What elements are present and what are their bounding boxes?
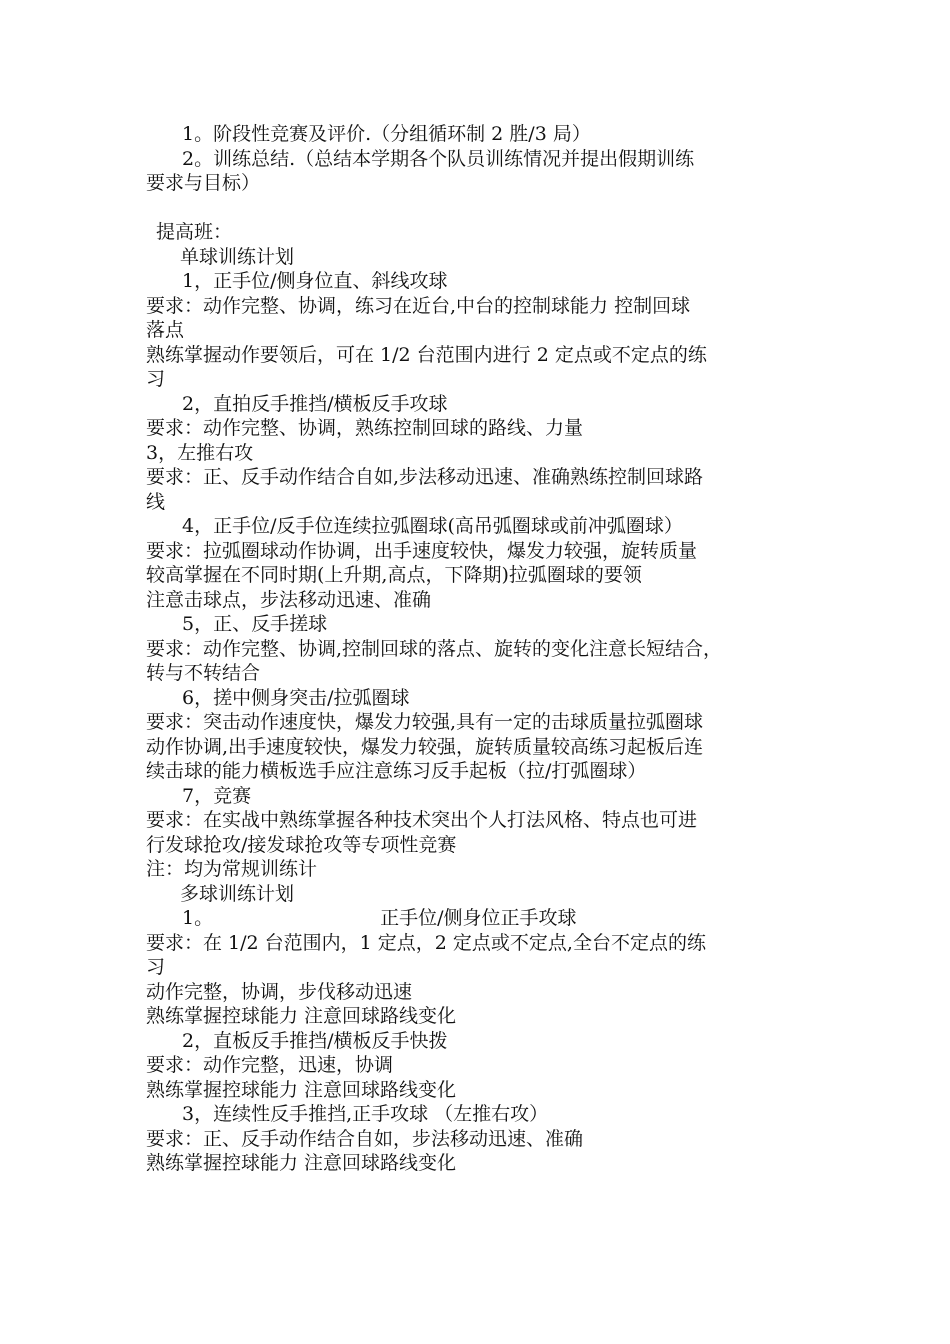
text-line: 要求：拉弧圈球动作协调，出手速度较快，爆发力较强，旋转质量 (146, 539, 698, 562)
item-title: 正手位/侧身位正手攻球 (380, 907, 577, 929)
text-line: 动作协调,出手速度较快，爆发力较强，旋转质量较高练习起板后连 (146, 735, 704, 758)
text-line: 要求：突击动作速度快，爆发力较强,具有一定的击球质量拉弧圈球 (146, 711, 704, 733)
text-line: 续击球的能力横板选手应注意练习反手起板（拉/打弧圈球） (146, 760, 647, 782)
text-line: 3，左推右攻 (146, 441, 254, 464)
text-line: 要求：在 1/2 台范围内，1 定点，2 定点或不定点,全台不定点的练 (146, 931, 706, 954)
text-line: 2。训练总结.（总结本学期各个队员训练情况并提出假期训练 (182, 147, 695, 170)
text-line: 习 (146, 368, 166, 390)
text-line: 注意击球点，步法移动迅速、准确 (146, 588, 432, 611)
subsection-heading: 多球训练计划 (180, 882, 295, 905)
text-line: 要求：动作完整、协调，熟练控制回球的路线、力量 (146, 417, 584, 439)
text-line: 6，搓中侧身突击/拉弧圈球 (182, 686, 410, 709)
text-line: 要求：正、反手动作结合自如，步法移动迅速、准确 (146, 1127, 584, 1150)
text-line: 转与不转结合 (146, 662, 261, 684)
text-line: 5，正、反手搓球 (182, 613, 328, 635)
section-heading: 提高班： (156, 221, 233, 243)
text-line: 要求：动作完整、协调，练习在近台,中台的控制球能力 控制回球 (146, 294, 691, 317)
text-line: 1。阶段性竞赛及评价.（分组循环制 2 胜/3 局） (182, 123, 591, 145)
text-line: 熟练掌握动作要领后，可在 1/2 台范围内进行 2 定点或不定点的练 (146, 343, 707, 366)
text-line: 要求：正、反手动作结合自如,步法移动迅速、准确熟练控制回球路 (146, 466, 704, 488)
text-line: 要求与目标） (146, 172, 261, 194)
blank-line (146, 196, 826, 221)
text-line: 要求：动作完整、协调,控制回球的落点、旋转的变化注意长短结合， (146, 637, 723, 660)
text-line: 熟练掌握控球能力 注意回球路线变化 (146, 1078, 457, 1101)
text-line: 行发球抢攻/接发球抢攻等专项性竞赛 (146, 833, 457, 856)
document-body (146, 122, 826, 1176)
text-line: 习 (146, 956, 166, 978)
text-line: 熟练掌握控球能力 注意回球路线变化 (146, 1005, 457, 1027)
text-line: 较高掌握在不同时期(上升期,高点，下降期)拉弧圈球的要领 (146, 564, 642, 586)
text-line (146, 906, 826, 931)
text-line: 3，连续性反手推挡,正手攻球 （左推右攻） (182, 1103, 549, 1125)
text-line: 注：均为常规训练计 (146, 858, 318, 880)
text-line: 要求：动作完整，迅速，协调 (146, 1054, 394, 1076)
text-line: 动作完整，协调，步伐移动迅速 (146, 980, 413, 1003)
text-line: 7，竞赛 (182, 784, 252, 807)
text-line: 线 (146, 490, 166, 513)
text-line: 熟练掌握控球能力 注意回球路线变化 (146, 1152, 457, 1174)
subsection-heading: 单球训练计划 (180, 245, 295, 268)
text-line: 2，直拍反手推挡/横板反手攻球 (182, 392, 448, 415)
text-line: 4，正手位/反手位连续拉弧圈球(高吊弧圈球或前冲弧圈球） (182, 515, 683, 537)
text-line: 1，正手位/侧身位直、斜线攻球 (182, 270, 448, 292)
text-line: 要求：在实战中熟练掌握各种技术突出个人打法风格、特点也可进 (146, 809, 698, 831)
text-line: 2，直板反手推挡/横板反手快拨 (182, 1029, 448, 1052)
text-line: 落点 (146, 319, 185, 341)
item-number: 1。 (182, 907, 214, 929)
